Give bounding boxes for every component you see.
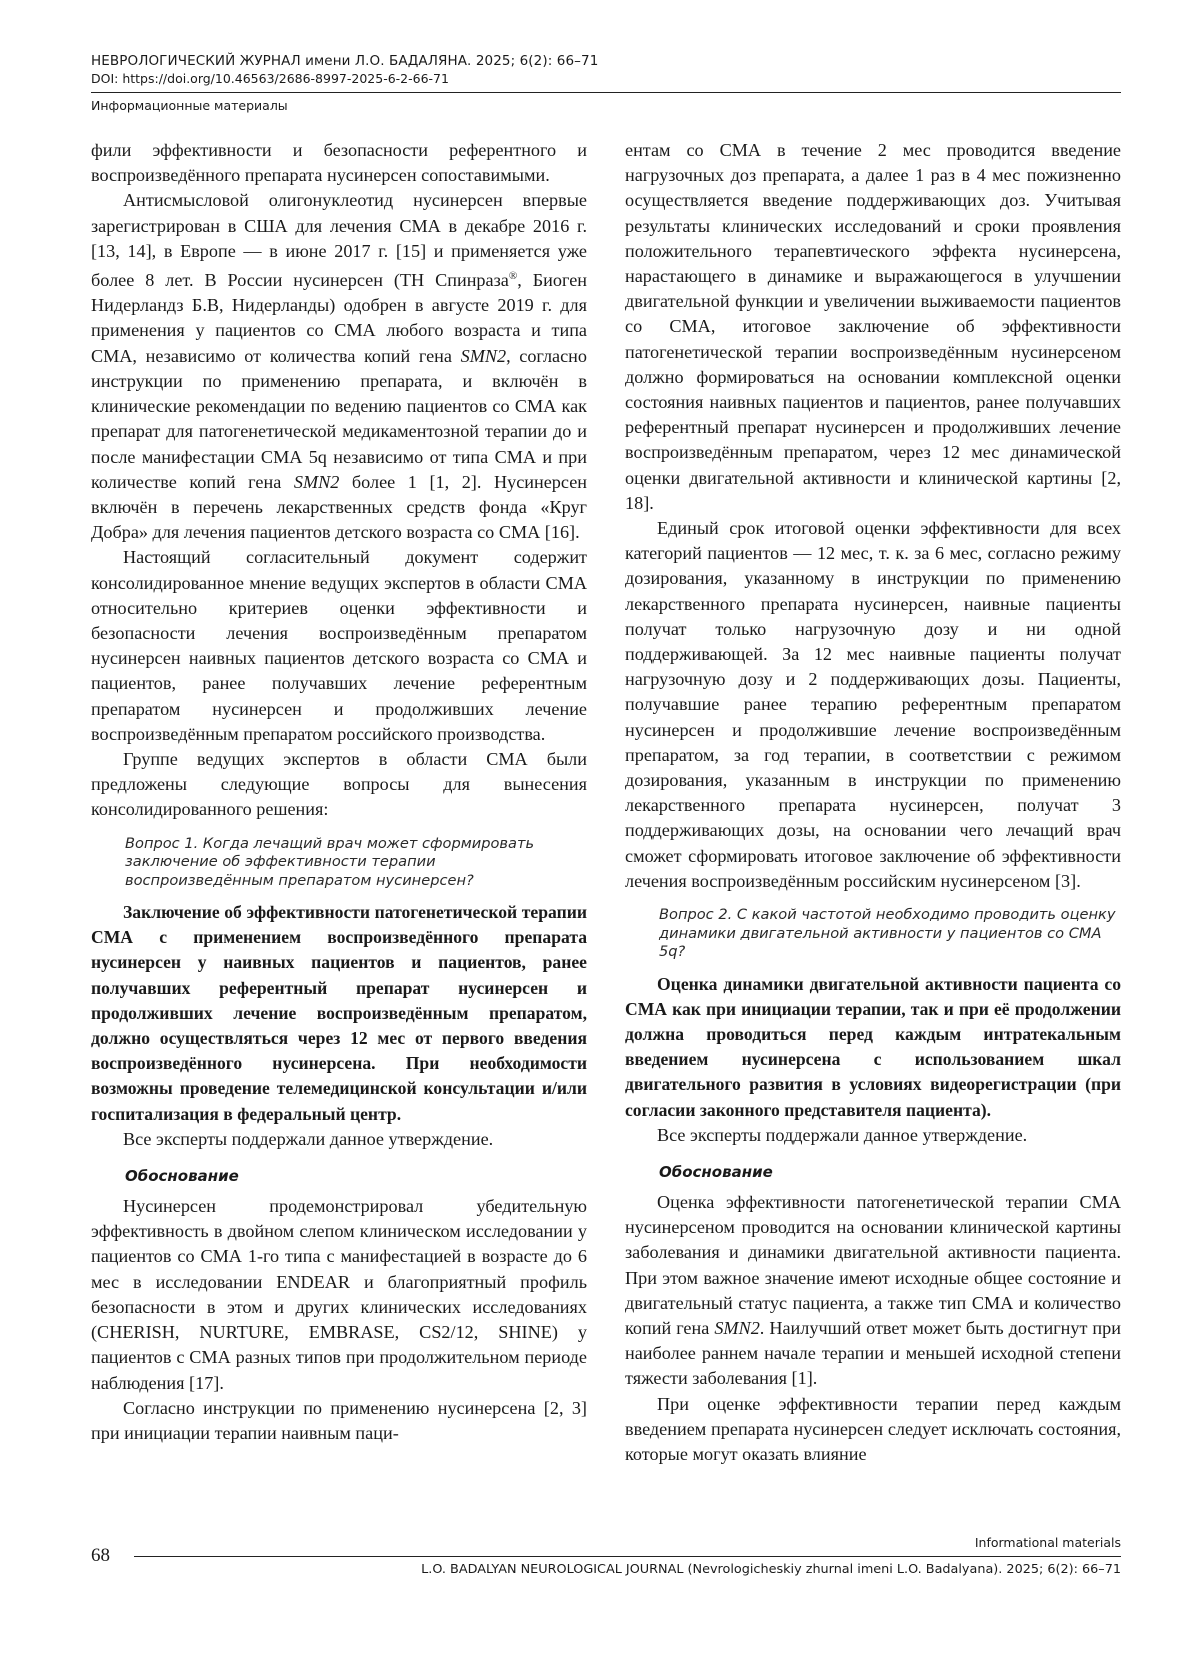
header-divider <box>91 92 1121 93</box>
footer-divider <box>134 1556 1121 1557</box>
paragraph: фили эффективности и безопасности референтного и воспроизведённого препарата нусинерсен сопоставимыми. <box>91 140 587 186</box>
gene-name: SMN2 <box>293 471 340 492</box>
subheading-rationale: Обоснование <box>125 1167 239 1186</box>
paragraph: Согласно инструкции по применению нусинерсена [2, 3] при инициации терапии наивным паци- <box>91 1397 587 1443</box>
answer-statement: Оценка динамики двигательной активности пациента со СМА как при инициации терапии, так и при её продолжении должна проводиться перед каждым интратекальным введением нусинерсена с использованием шкал двигательного развития в условиях видеорегистрации (при согласии законного представителя пациента). <box>625 973 1121 1120</box>
journal-title: НЕВРОЛОГИЧЕСКИЙ ЖУРНАЛ имени Л.О. БАДАЛЯНА. 2025; 6(2): 66–71 <box>91 53 599 69</box>
right-column <box>625 138 1121 1467</box>
section-label: Информационные материалы <box>91 98 288 113</box>
question-1: Вопрос 1. Когда лечащий врач может сформировать заключение об эффективности терапии воспроизведённым препаратом нусинерсен? <box>125 834 535 889</box>
running-header <box>91 52 1121 114</box>
footer-journal-title: L.O. BADALYAN NEUROLOGICAL JOURNAL (Nevrologicheskiy zhurnal imeni L.O. Badalyana). 2025; 6(2): 66–71 <box>421 1562 1121 1577</box>
gene-name: SMN2 <box>460 345 507 366</box>
paragraph: Все эксперты поддержали данное утверждение. <box>657 1124 1028 1145</box>
doi-link[interactable]: DOI: https://doi.org/10.46563/2686-8997-2025-6-2-66-71 <box>91 71 449 86</box>
answer-statement: Заключение об эффективности патогенетической терапии СМА с применением воспроизведённого препарата нусинерсен у наивных пациентов и пациентов, ранее получавших референтный препарат нусинерсен и продолживших лечение воспроизведённым препаратом, должно осуществляться через 12 мес от первого введения воспроизведённого нусинерсена. При необходимости возможны проведение телемедицинской консультации и/или госпитализация в федеральный центр. <box>91 902 587 1124</box>
paragraph: Все эксперты поддержали данное утверждение. <box>123 1128 494 1149</box>
paragraph: ентам со СМА в течение 2 мес проводится введение нагрузочных доз препарата, а далее 1 раз в 4 мес пожизненно осуществляется введение поддерживающих доз. Учитывая результаты клинических исследований и сроки проявления положительного терапевтического эффекта нусинерсена, нарастающего в динамике и выражающегося в улучшении двигательной функции и увеличении выживаемости пациентов со СМА, итоговое заключение об эффективности патогенетической терапии воспроизведённым нусинерсеном должно формироваться на основании комплексной оценки состояния наивных пациентов и пациентов, ранее получавших референтный препарат нусинерсен и продолживших лечение воспроизведённым препаратом, через 12 мес динамической оценки двигательной активности и клинической картины [2, 18]. <box>625 140 1121 513</box>
footer-section-label: Informational materials <box>974 1535 1121 1550</box>
paragraph: Антисмысловой олигонуклеотид нусинерсен впервые зарегистрирован в США для лечения СМА в декабре 2016 г. [13, 14], в Европе — в июне 2017 г. [15] и применяется уже более 8 лет. В России нусинерсен (ТН Спинраза®, Биоген Нидерландз Б.В, Нидерланды) одобрен в августе 2019 г. для применения у пациентов со СМА любого возраста и типа СМА, независимо от количества копий гена SMN2, согласно инструкции по применению препарата, и включён в клинические рекомендации по ведению пациентов со СМА как препарат для патогенетической медикаментозной терапии до и после манифестации СМА 5q независимо от типа СМА и при количестве копий гена SMN2 более 1 [1, 2]. Нусинерсен включён в перечень лекарственных средств фонда «Круг Добра» для лечения пациентов детского возраста со СМА [16]. <box>91 190 588 543</box>
paragraph: Группе ведущих экспертов в области СМА были предложены следующие вопросы для вынесения консолидированного решения: <box>91 748 587 820</box>
paragraph: Нусинерсен продемонстрировал убедительную эффективность в двойном слепом клиническом исследовании у пациентов со СМА 1-го типа с манифестацией в возрасте до 6 мес в исследовании ENDEAR и благоприятный профиль безопасности в этом и других клинических исследованиях (CHERISH, NURTURE, EMBRASE, CS2/12, SHINE) у пациентов с СМА разных типов при продолжительном периоде наблюдения [17]. <box>91 1196 587 1393</box>
question-2: Вопрос 2. С какой частотой необходимо проводить оценку динамики двигательной активности у пациентов со СМА 5q? <box>659 906 1116 961</box>
page-number: 68 <box>91 1545 110 1566</box>
subheading-rationale: Обоснование <box>659 1163 773 1182</box>
paragraph: При оценке эффективности терапии перед каждым введением препарата нусинерсен следует исключать состояния, которые могут оказать влияние <box>625 1393 1121 1465</box>
paragraph: Единый срок итоговой оценки эффективности для всех категорий пациентов — 12 мес, т. к. за 6 мес, согласно режиму дозирования, указанному в инструкции по применению лекарственного препарата нусинерсен, наивные пациенты получат только нагрузочную дозу и ни одной поддерживающей. За 12 мес наивные пациенты получат нагрузочную дозу и 2 поддерживающих дозы. Пациенты, получавшие ранее терапию референтным препаратом нусинерсен и продолжившие лечение воспроизведённым препаратом, за год терапии, в соответствии с режимом дозирования, указанным в инструкции по применению лекарственного препарата нусинерсен, получат 3 поддерживающих дозы, на основании чего лечащий врач сможет сформировать итоговое заключение об эффективности лечения воспроизведённым российским нусинерсеном [3]. <box>625 518 1121 891</box>
paragraph: Настоящий согласительный документ содержит консолидированное мнение ведущих экспертов в области СМА относительно критериев оценки эффективности и безопасности лечения воспроизведённым препаратом нусинерсен наивных пациентов детского возраста со СМА и пациентов, ранее получавших лечение референтным препаратом нусинерсен и продолживших лечение воспроизведённым препаратом российского производства. <box>91 547 587 744</box>
left-column <box>91 138 587 1446</box>
gene-name: SMN2 <box>714 1318 760 1339</box>
paragraph: Оценка эффективности патогенетической терапии СМА нусинерсеном проводится на основании клинической картины заболевания и динамики двигательной активности пациента. При этом важное значение имеют исходные общее состояние и двигательный статус пациента, а также тип СМА и количество копий гена SMN2. Наилучший ответ может быть достигнут при наиболее раннем начале терапии и меньшей исходной степени тяжести заболевания [1]. <box>625 1192 1121 1389</box>
